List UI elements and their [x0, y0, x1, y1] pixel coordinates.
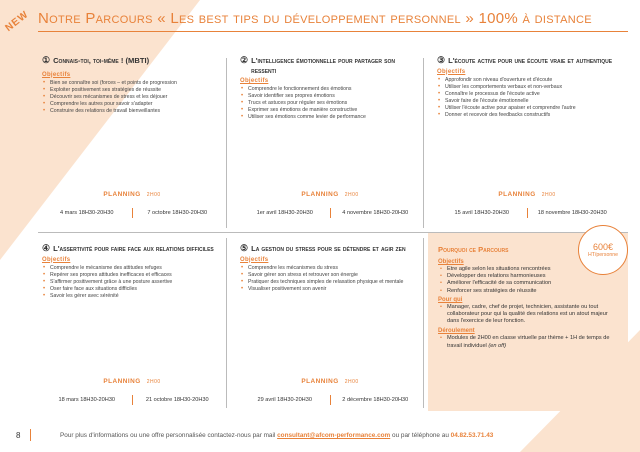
session-date-1: 29 avril 18H30-20H30 [257, 397, 312, 403]
list-item: • Visualiser positivement son avenir [240, 286, 420, 293]
session-dates [42, 397, 222, 405]
objectives-list [42, 265, 222, 300]
module-title [240, 56, 420, 75]
planning-duration: 2H00 [146, 379, 161, 385]
list-item: • Savoir les gérer avec sérénité [42, 293, 222, 300]
module-number: ① [42, 55, 51, 65]
footer-text-middle: ou par téléphone au [392, 432, 449, 439]
module-card-1 [42, 56, 222, 226]
module-number: ② [240, 55, 249, 65]
module-title [437, 56, 617, 66]
list-item [438, 335, 618, 349]
list-item: • Repérer ses propres attitudes inefficaces et efficaces [42, 272, 222, 279]
title-underline [38, 31, 628, 32]
module-title [42, 244, 222, 254]
session-date-1: 4 mars 18H30-20H30 [60, 210, 114, 216]
list-item: • Comprendre les mécanismes du stress [240, 265, 420, 272]
grid-divider [423, 58, 424, 228]
process-note: (en off) [488, 342, 507, 349]
planning-label [240, 378, 420, 385]
planning-duration: 2H00 [344, 379, 359, 385]
list-item: • Comprendre le mécanisme des attitudes refuges [42, 265, 222, 272]
module-title-text: L'intelligence émotionnelle pour partager son ressenti [251, 56, 395, 75]
list-item: • Manager, cadre, chef de projet, technicien, assistante ou tout collaborateur pour qui la qualité des relations est un atout majeur dans l'exercice de leur fonction. [438, 304, 618, 326]
page-title: Notre Parcours « Les best tips du développement personnel » 100% à distance [38, 10, 592, 27]
list-item: • Exploiter positivement ses stratégies de réussite [42, 87, 222, 94]
objectives-heading: Objectifs [42, 71, 71, 78]
module-card-3 [437, 56, 617, 226]
why-audience-list [438, 304, 618, 326]
module-card-4 [42, 244, 222, 414]
session-dates [240, 397, 420, 405]
list-item: • Utiliser l'écoute active pour apaiser et comprendre l'autre [437, 105, 617, 112]
objectives-list [240, 265, 420, 293]
session-date-2: 7 octobre 18H30-20H30 [147, 210, 208, 216]
session-date-1: 18 mars 18H30-20H30 [58, 397, 116, 403]
why-objectives-heading: Objectifs [438, 259, 464, 265]
why-process-list [438, 335, 618, 349]
price-badge [578, 225, 628, 275]
list-item: • Connaître le processus de l'écoute active [437, 91, 617, 98]
list-item: • Utiliser ses émotions comme levier de performance [240, 114, 420, 121]
planning-label [42, 378, 222, 385]
planning-duration: 2H00 [541, 192, 556, 198]
why-title: Pourquoi ce Parcours [438, 245, 509, 254]
footer-divider [30, 429, 31, 441]
session-dates [240, 210, 420, 218]
list-item: • Trucs et astuces pour réguler ses émotions [240, 100, 420, 107]
module-card-2 [240, 56, 420, 226]
list-item: • Oser faire face aux situations difficiles [42, 286, 222, 293]
module-title-text: La gestion du stress pour se détendre et agir zen [251, 244, 406, 253]
list-item: • S'affirmer positivement grâce à une posture assertive [42, 279, 222, 286]
session-date-1: 15 avril 18H30-20H30 [454, 210, 509, 216]
module-number: ⑤ [240, 243, 249, 253]
price-unit: HT/personne [588, 252, 618, 258]
list-item: • Exprimer ses émotions de manière constructive [240, 107, 420, 114]
list-item: • Savoir identifier ses propres émotions [240, 93, 420, 100]
grid-divider [226, 58, 227, 228]
planning-label [42, 191, 222, 198]
planning-text: PLANNING [498, 191, 536, 198]
list-item: • Développer des relations harmonieuses [438, 273, 618, 280]
objectives-heading: Objectifs [42, 256, 71, 263]
session-dates [42, 210, 222, 218]
list-item: • Améliorer l'efficacité de sa communication [438, 280, 618, 287]
planning-text: PLANNING [103, 191, 141, 198]
module-number: ③ [437, 55, 446, 65]
grid-divider [226, 238, 227, 408]
list-item: • Découvrir ses mécanismes de stress et les déjouer [42, 94, 222, 101]
list-item: • Renforcer ses stratégies de réussite [438, 288, 618, 295]
module-card-5 [240, 244, 420, 414]
objectives-heading: Objectifs [240, 78, 269, 84]
footer-text-before: Pour plus d'informations ou une offre personnalisée contactez-nous par mail [60, 432, 276, 439]
list-item: • Savoir faire de l'écoute émotionnelle [437, 98, 617, 105]
list-item: • Donner et recevoir des feedbacks constructifs [437, 112, 617, 119]
planning-label [240, 191, 420, 198]
process-text: Modules de 2H00 en classe virtuelle par thème + 1H de temps de travail individuel [447, 335, 610, 349]
list-item: • Utiliser les comportements verbaux et non-verbaux [437, 84, 617, 91]
grid-divider [423, 238, 424, 408]
email-link[interactable]: consultant@afcom-performance.com [277, 432, 391, 439]
list-item: • Comprendre le fonctionnement des émotions [240, 86, 420, 93]
footer-contact [60, 432, 493, 439]
module-title-text: L'écoute active pour une écoute vraie et authentique [448, 56, 613, 65]
page-number: 8 [16, 431, 21, 440]
list-item: • Approfondir son niveau d'ouverture et d'écoute [437, 77, 617, 84]
module-title [42, 56, 222, 66]
session-date-1: 1er avril 18H30-20H30 [256, 210, 313, 216]
module-title-text: Connais-toi, toi-même ! (MBTI) [53, 56, 150, 65]
session-date-2: 2 décembre 18H30-20H30 [342, 397, 409, 403]
why-audience-heading: Pour qui [438, 296, 463, 303]
why-process-heading: Déroulement [438, 328, 475, 335]
planning-text: PLANNING [301, 378, 339, 385]
planning-text: PLANNING [301, 191, 339, 198]
planning-label [437, 191, 617, 198]
list-item: • Etre agile selon les situations rencontrées [438, 266, 618, 273]
objectives-heading: Objectifs [437, 68, 466, 75]
planning-text: PLANNING [103, 378, 141, 385]
module-title [240, 244, 420, 254]
session-date-2: 4 novembre 18H30-20H30 [342, 210, 409, 216]
list-item: • Bien se connaître soi (forces – et points de progression [42, 80, 222, 87]
list-item: • Pratiquer des techniques simples de relaxation physique et mentale [240, 279, 420, 286]
objectives-heading: Objectifs [240, 256, 269, 263]
list-item: • Comprendre les autres pour savoir s'adapter [42, 101, 222, 108]
phone-number: 04.82.53.71.43 [450, 432, 494, 439]
objectives-list [42, 80, 222, 115]
session-date-2: 18 novembre 18H30-20H30 [537, 210, 607, 216]
price-amount: 600€ [592, 242, 614, 252]
list-item: • Savoir gérer son stress et retrouver son énergie [240, 272, 420, 279]
session-dates [437, 210, 617, 218]
list-item: • Construire des relations de travail bienveillantes [42, 108, 222, 115]
session-date-2: 21 octobre 18H30-20H30 [145, 397, 209, 403]
new-badge: NEW [3, 9, 31, 34]
objectives-list [240, 86, 420, 121]
module-title-text: L'assertivité pour faire face aux relations difficiles [53, 244, 214, 253]
module-number: ④ [42, 243, 51, 253]
planning-duration: 2H00 [344, 192, 359, 198]
objectives-list [437, 77, 617, 119]
planning-duration: 2H00 [146, 192, 161, 198]
